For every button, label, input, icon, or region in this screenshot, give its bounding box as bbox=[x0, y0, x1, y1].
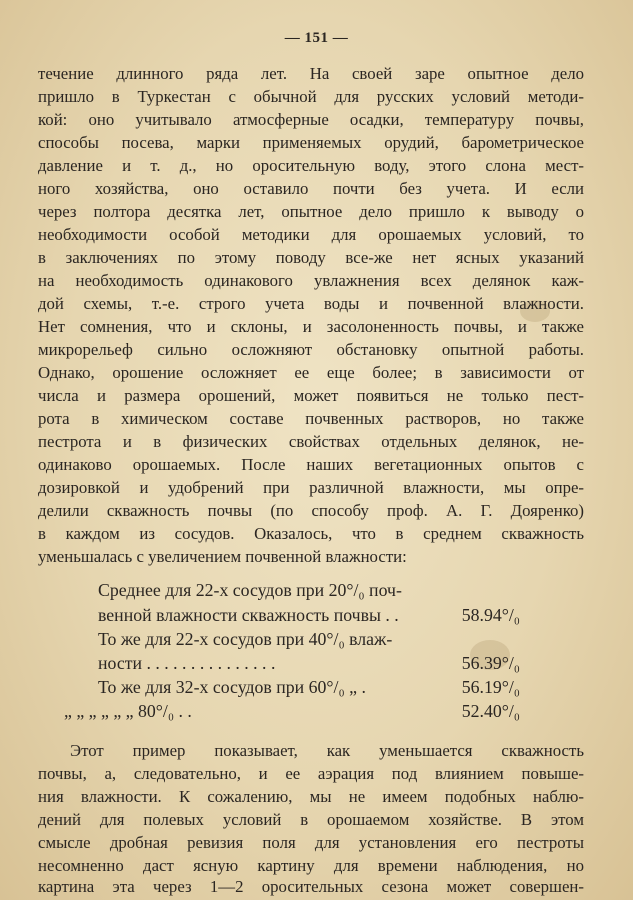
text-line: несомненно даст ясную картину для времени наблюдения, но bbox=[38, 856, 584, 875]
text-line: одинаково орошаемых. После наших вегетационных опытов с bbox=[38, 455, 584, 474]
text-line: Однако, орошение осложняет ее еще более; в зависимости от bbox=[38, 363, 584, 382]
text-line: Этот пример показывает, как уменьшается скважность bbox=[70, 741, 584, 760]
table-value: 58.94°/₀ bbox=[461, 605, 520, 625]
table-row bbox=[98, 578, 520, 602]
text-line: ного хозяйства, оно оставило почти без учета. И если bbox=[38, 179, 584, 198]
table-label: Среднее для 22-х сосудов при 20°/₀ поч- bbox=[98, 580, 402, 600]
text-line: способы посева, марки применяемых орудий, барометрическое bbox=[38, 133, 584, 152]
table-value: 52.40°/₀ bbox=[461, 701, 520, 721]
text-line: дозировкой и удобрений при различной влажности, мы опре- bbox=[38, 478, 584, 497]
page-number: — 151 — bbox=[284, 30, 349, 46]
text-line: давление и т. д., но оросительную воду, этого слона мест- bbox=[38, 156, 584, 175]
table-label: венной влажности скважность почвы . . bbox=[98, 605, 399, 625]
text-line: ния влажности. К сожалению, мы не имеем подобных наблю- bbox=[38, 787, 584, 806]
text-line: микрорельеф сильно осложняют обстановку опытной работы. bbox=[38, 340, 584, 359]
text-line: числа и размера орошений, может появиться не только пест- bbox=[38, 386, 584, 405]
table-label: „ „ „ „ „ „ 80°/₀ . . bbox=[64, 701, 192, 721]
text-line: дений для полевых условий в орошаемом хозяйстве. В этом bbox=[38, 810, 584, 829]
text-line: в заключениях по этому поводу все-же нет ясных указаний bbox=[38, 248, 584, 267]
text-line: на необходимость одинакового увлажнения всех делянок каж- bbox=[38, 271, 584, 290]
text-line: пришло в Туркестан с обычной для русских условий методи- bbox=[38, 87, 584, 106]
table-row bbox=[98, 603, 520, 627]
text-line: Нет сомнения, что и склоны, и засолоненность почвы, и также bbox=[38, 317, 584, 336]
table-label: ности . . . . . . . . . . . . . . . bbox=[98, 653, 276, 673]
table-row bbox=[98, 675, 520, 699]
table-row bbox=[98, 651, 520, 675]
text-line: в каждом из сосудов. Оказалось, что в среднем скважность bbox=[38, 524, 584, 543]
text-line: уменьшалась с увеличением почвенной влажности: bbox=[38, 547, 407, 566]
table-label: То же для 32-х сосудов при 60°/₀ „ . bbox=[98, 677, 366, 697]
text-line: смысле дробная ревизия поля для установления его пестроты bbox=[38, 833, 584, 852]
text-line: пестрота и в физических свойствах отдельных делянок, не- bbox=[38, 432, 584, 451]
table-row bbox=[98, 627, 520, 651]
table-label: То же для 22-х сосудов при 40°/₀ влаж- bbox=[98, 629, 393, 649]
text-line: течение длинного ряда лет. На своей заре опытное дело bbox=[38, 64, 584, 83]
text-line: через полтора десятка лет, опытное дело пришло к выводу о bbox=[38, 202, 584, 221]
text-line: кой: оно учитывало атмосферные осадки, температуру почвы, bbox=[38, 110, 584, 129]
table-row bbox=[64, 699, 520, 723]
text-line: картина эта через 1—2 оросительных сезона может совершен- bbox=[38, 877, 584, 896]
table-value: 56.19°/₀ bbox=[461, 677, 520, 697]
text-line: дой схемы, т.-е. строго учета воды и почвенной влажности. bbox=[38, 294, 584, 313]
text-line: необходимости особой методики для орошаемых условий, то bbox=[38, 225, 584, 244]
text-line: делили скважность почвы (по способу проф. А. Г. Дояренко) bbox=[38, 501, 584, 520]
table-value: 56.39°/₀ bbox=[461, 653, 520, 673]
text-line: почвы, а, следовательно, и ее аэрация под влиянием повыше- bbox=[38, 764, 584, 783]
text-line: рота в химическом составе почвенных растворов, но также bbox=[38, 409, 584, 428]
